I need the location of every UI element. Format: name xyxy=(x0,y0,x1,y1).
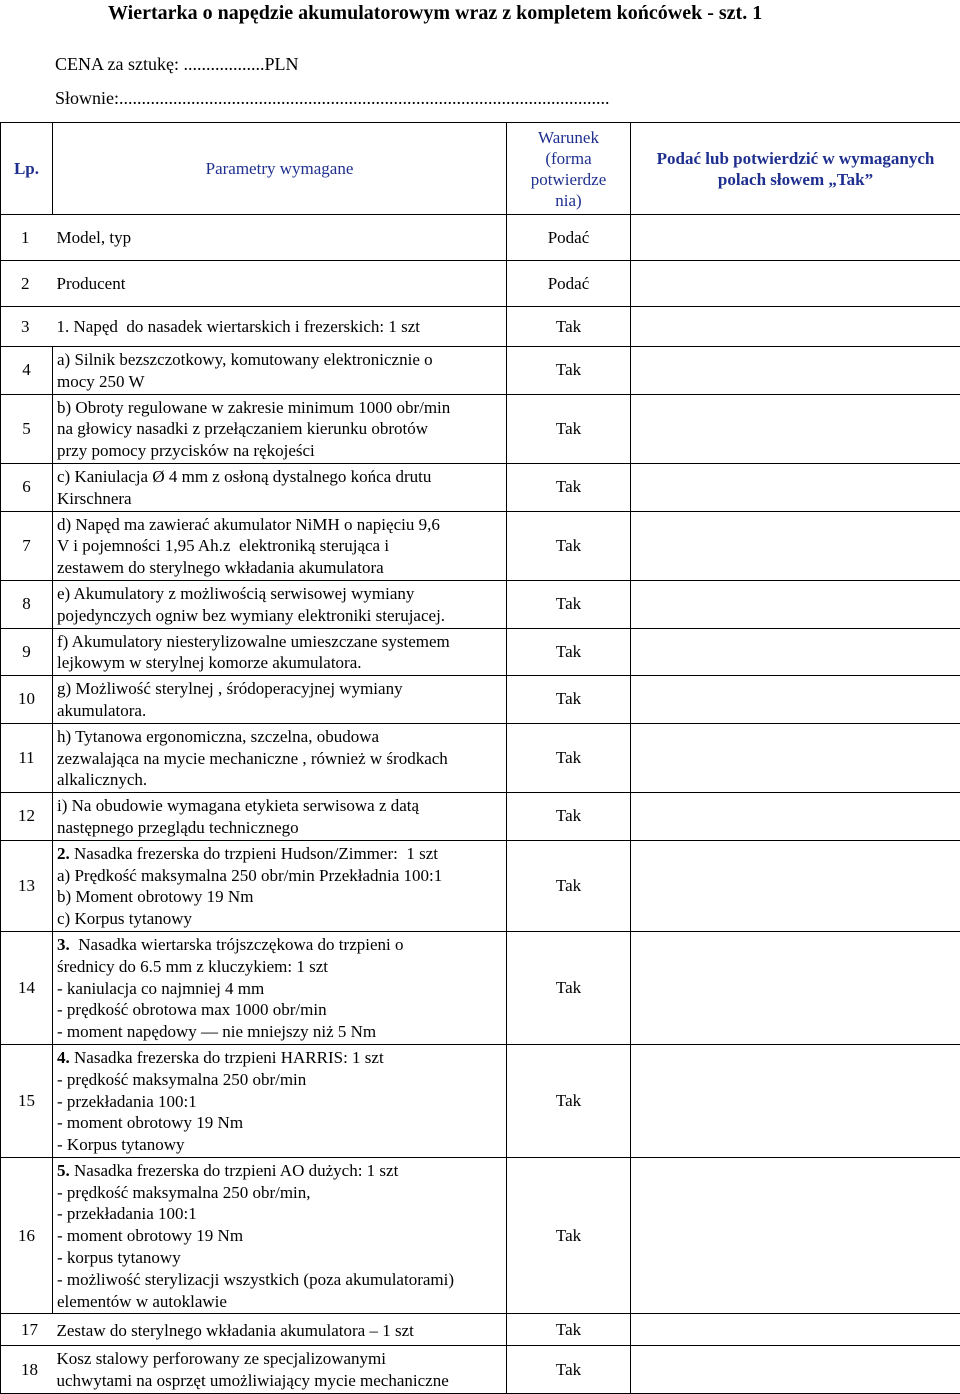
row-confirm-cell[interactable] xyxy=(631,1044,960,1157)
parameter-line: 1. Napęd do nasadek wiertarskich i frezerskich: 1 szt xyxy=(57,316,507,338)
row-parameter xyxy=(53,676,507,724)
parameter-line: b) Obroty regulowane w zakresie minimum 1000 obr/min xyxy=(57,397,506,419)
table-row xyxy=(1,1044,960,1157)
header-condition-line: Warunek xyxy=(507,127,630,148)
document-title: Wiertarka o napędzie akumulatorowym wraz z kompletem końcówek - szt. 1 xyxy=(108,2,762,25)
row-number: 3 xyxy=(1,307,53,347)
row-confirm-cell[interactable] xyxy=(631,1346,960,1394)
parameter-line: V i pojemności 1,95 Ah.z elektroniką sterująca i xyxy=(57,535,506,557)
row-number: 10 xyxy=(1,676,53,724)
parameter-line: alkalicznych. xyxy=(57,769,506,791)
row-parameter xyxy=(53,840,507,931)
row-parameter xyxy=(53,1314,507,1346)
row-parameter xyxy=(53,580,507,628)
parameter-line: - kaniulacja co najmniej 4 mm xyxy=(57,978,506,1000)
row-parameter xyxy=(53,1044,507,1157)
parameter-line: Producent xyxy=(57,273,507,295)
row-parameter xyxy=(53,347,507,395)
row-condition: Tak xyxy=(507,1157,631,1314)
parameter-line: uchwytami na osprzęt umożliwiający mycie mechaniczne xyxy=(57,1370,507,1392)
row-parameter xyxy=(53,793,507,841)
section-number: 3. xyxy=(57,935,70,954)
row-confirm-cell[interactable] xyxy=(631,1157,960,1314)
row-number: 11 xyxy=(1,723,53,792)
header-condition-line: potwierdze xyxy=(507,169,630,190)
table-row xyxy=(1,676,960,724)
row-condition: Tak xyxy=(507,931,631,1044)
parameter-line: i) Na obudowie wymagana etykieta serwisowa z datą xyxy=(57,795,506,817)
row-parameter xyxy=(53,261,507,307)
row-number: 1 xyxy=(1,215,53,261)
row-confirm-cell[interactable] xyxy=(631,931,960,1044)
parameter-line: następnego przeglądu technicznego xyxy=(57,817,506,839)
row-confirm-cell[interactable] xyxy=(631,793,960,841)
row-condition: Tak xyxy=(507,463,631,511)
parameter-line: zezwalająca na mycie mechaniczne , również w środkach xyxy=(57,748,506,770)
header-confirm-line: Podać lub potwierdzić w wymaganych xyxy=(631,148,960,169)
parameter-line: - prędkość maksymalna 250 obr/min, xyxy=(57,1182,506,1204)
table-row xyxy=(1,580,960,628)
row-condition: Tak xyxy=(507,840,631,931)
row-condition: Tak xyxy=(507,1346,631,1394)
parameter-text: Nasadka frezerska do trzpieni HARRIS: 1 szt xyxy=(70,1048,384,1067)
header-lp: Lp. xyxy=(1,123,53,215)
row-number: 17 xyxy=(1,1314,53,1346)
row-parameter xyxy=(53,723,507,792)
parameter-line: - korpus tytanowy xyxy=(57,1247,506,1269)
row-condition: Tak xyxy=(507,347,631,395)
parameter-line: g) Możliwość sterylnej , śródoperacyjnej wymiany xyxy=(57,678,506,700)
parameter-line: a) Prędkość maksymalna 250 obr/min Przekładnia 100:1 xyxy=(57,865,506,887)
parameter-line: - Korpus tytanowy xyxy=(57,1134,506,1156)
parameter-line: - przekładania 100:1 xyxy=(57,1091,506,1113)
parameter-line: Zestaw do sterylnego wkładania akumulatora – 1 szt xyxy=(57,1320,507,1342)
table-row xyxy=(1,394,960,463)
parameter-line: - prędkość maksymalna 250 obr/min xyxy=(57,1069,506,1091)
row-parameter xyxy=(53,463,507,511)
price-line: CENA za sztukę: ..................PLN xyxy=(55,54,298,75)
parameter-line: Kirschnera xyxy=(57,488,506,510)
row-parameter xyxy=(53,307,507,347)
parameter-line: średnicy do 6.5 mm z kluczykiem: 1 szt xyxy=(57,956,506,978)
header-condition xyxy=(507,123,631,215)
row-parameter xyxy=(53,394,507,463)
parameter-line xyxy=(57,843,506,865)
row-condition: Podać xyxy=(507,261,631,307)
parameter-line: c) Kaniulacja Ø 4 mm z osłoną dystalnego końca drutu xyxy=(57,466,506,488)
row-parameter xyxy=(53,1157,507,1314)
row-confirm-cell[interactable] xyxy=(631,1314,960,1346)
row-confirm-cell[interactable] xyxy=(631,580,960,628)
table-row xyxy=(1,307,960,347)
row-confirm-cell[interactable] xyxy=(631,307,960,347)
row-confirm-cell[interactable] xyxy=(631,347,960,395)
row-condition: Tak xyxy=(507,307,631,347)
table-row xyxy=(1,628,960,676)
parameter-line: Model, typ xyxy=(57,227,507,249)
row-condition: Tak xyxy=(507,394,631,463)
header-parameters: Parametry wymagane xyxy=(53,123,507,215)
row-confirm-cell[interactable] xyxy=(631,723,960,792)
parameter-line: elementów w autoklawie xyxy=(57,1291,506,1313)
row-number: 4 xyxy=(1,347,53,395)
section-number: 2. xyxy=(57,844,70,863)
row-confirm-cell[interactable] xyxy=(631,840,960,931)
parameter-line: d) Napęd ma zawierać akumulator NiMH o napięciu 9,6 xyxy=(57,514,506,536)
row-condition: Tak xyxy=(507,580,631,628)
section-number: 5. xyxy=(57,1161,70,1180)
row-number: 12 xyxy=(1,793,53,841)
parameter-text: Nasadka frezerska do trzpieni AO dużych: 1 szt xyxy=(70,1161,399,1180)
table-row xyxy=(1,347,960,395)
row-number: 2 xyxy=(1,261,53,307)
header-condition-line: (forma xyxy=(507,148,630,169)
parameter-line: - przekładania 100:1 xyxy=(57,1203,506,1225)
table-row xyxy=(1,1157,960,1314)
parameter-line: - moment obrotowy 19 Nm xyxy=(57,1225,506,1247)
parameter-line: Kosz stalowy perforowany ze specjalizowanymi xyxy=(57,1348,507,1370)
row-number: 14 xyxy=(1,931,53,1044)
table-row xyxy=(1,1314,960,1346)
parameter-line: lejkowym w sterylnej komorze akumulatora. xyxy=(57,652,506,674)
table-row xyxy=(1,511,960,580)
table-row xyxy=(1,840,960,931)
parameter-line: zestawem do sterylnego wkładania akumulatora xyxy=(57,557,506,579)
row-number: 18 xyxy=(1,1346,53,1394)
parameter-line: mocy 250 W xyxy=(57,371,506,393)
row-number: 9 xyxy=(1,628,53,676)
row-condition: Podać xyxy=(507,215,631,261)
parameter-line: akumulatora. xyxy=(57,700,506,722)
table-row xyxy=(1,793,960,841)
table-body xyxy=(1,215,960,1394)
amount-in-words-line: Słownie:............................................................................................................. xyxy=(55,88,610,109)
row-condition: Tak xyxy=(507,511,631,580)
row-condition: Tak xyxy=(507,723,631,792)
row-number: 5 xyxy=(1,394,53,463)
row-condition: Tak xyxy=(507,628,631,676)
parameter-line: - prędkość obrotowa max 1000 obr/min xyxy=(57,999,506,1021)
parameter-line: c) Korpus tytanowy xyxy=(57,908,506,930)
row-confirm-cell[interactable] xyxy=(631,676,960,724)
row-confirm-cell[interactable] xyxy=(631,215,960,261)
parameter-line: pojedynczych ogniw bez wymiany elektroniki sterujacej. xyxy=(57,605,506,627)
parameter-line: a) Silnik bezszczotkowy, komutowany elektronicznie o xyxy=(57,349,506,371)
row-condition: Tak xyxy=(507,676,631,724)
row-condition: Tak xyxy=(507,1044,631,1157)
parameter-text: Nasadka wiertarska trójszczękowa do trzpieni o xyxy=(70,935,404,954)
row-parameter xyxy=(53,1346,507,1394)
table-row xyxy=(1,215,960,261)
row-confirm-cell[interactable] xyxy=(631,394,960,463)
parameter-line: - moment obrotowy 19 Nm xyxy=(57,1112,506,1134)
row-number: 6 xyxy=(1,463,53,511)
header-confirm xyxy=(631,123,960,215)
row-confirm-cell[interactable] xyxy=(631,261,960,307)
row-parameter xyxy=(53,511,507,580)
header-confirm-line: polach słowem „Tak” xyxy=(631,169,960,190)
table-row xyxy=(1,463,960,511)
row-number: 8 xyxy=(1,580,53,628)
requirements-table xyxy=(0,122,960,1394)
parameter-text: Nasadka frezerska do trzpieni Hudson/Zimmer: 1 szt xyxy=(70,844,438,863)
section-number: 4. xyxy=(57,1048,70,1067)
row-condition: Tak xyxy=(507,793,631,841)
row-confirm-cell[interactable] xyxy=(631,628,960,676)
parameter-line: f) Akumulatory niesterylizowalne umieszczane systemem xyxy=(57,631,506,653)
parameter-line xyxy=(57,934,506,956)
parameter-line: przy pomocy przycisków na rękojeści xyxy=(57,440,506,462)
row-confirm-cell[interactable] xyxy=(631,511,960,580)
table-row xyxy=(1,1346,960,1394)
row-parameter xyxy=(53,215,507,261)
row-parameter xyxy=(53,931,507,1044)
parameter-line: e) Akumulatory z możliwością serwisowej wymiany xyxy=(57,583,506,605)
row-parameter xyxy=(53,628,507,676)
header-condition-line: nia) xyxy=(507,190,630,211)
table-row xyxy=(1,723,960,792)
row-number: 13 xyxy=(1,840,53,931)
table-header-row xyxy=(1,123,960,215)
parameter-line: - możliwość sterylizacji wszystkich (poza akumulatorami) xyxy=(57,1269,506,1291)
parameter-line: b) Moment obrotowy 19 Nm xyxy=(57,886,506,908)
row-condition: Tak xyxy=(507,1314,631,1346)
parameter-line: h) Tytanowa ergonomiczna, szczelna, obudowa xyxy=(57,726,506,748)
parameter-line xyxy=(57,1047,506,1069)
parameter-line: - moment napędowy — nie mniejszy niż 5 Nm xyxy=(57,1021,506,1043)
row-number: 16 xyxy=(1,1157,53,1314)
parameter-line xyxy=(57,1160,506,1182)
row-number: 7 xyxy=(1,511,53,580)
row-number: 15 xyxy=(1,1044,53,1157)
parameter-line: na głowicy nasadki z przełączaniem kierunku obrotów xyxy=(57,418,506,440)
table-row xyxy=(1,261,960,307)
table-row xyxy=(1,931,960,1044)
row-confirm-cell[interactable] xyxy=(631,463,960,511)
